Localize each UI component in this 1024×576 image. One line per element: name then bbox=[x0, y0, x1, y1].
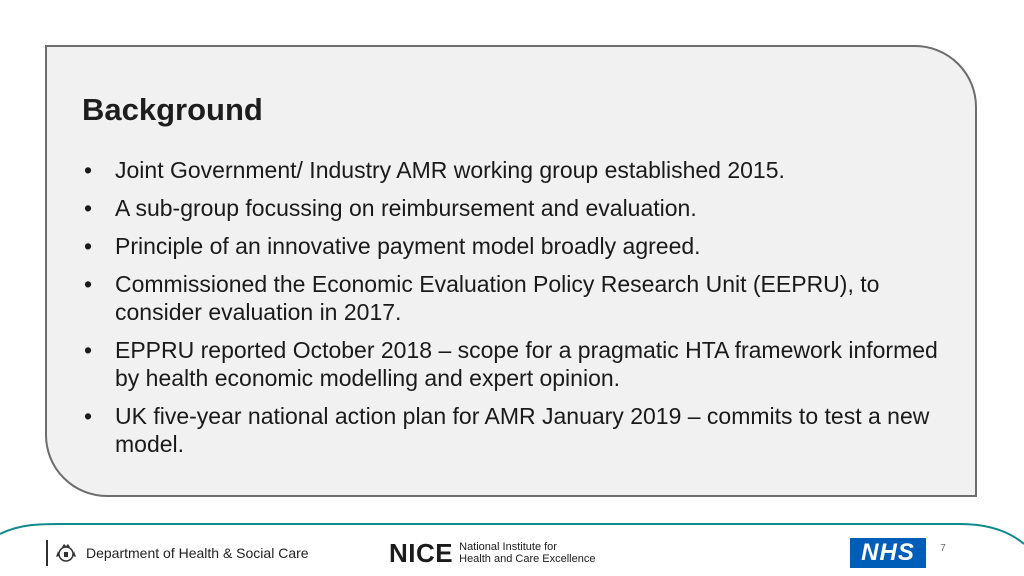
nhs-logo: NHS bbox=[850, 538, 926, 568]
bullet-text: UK five-year national action plan for AMR January 2019 – commits to test a new model. bbox=[115, 403, 930, 457]
bullet-item bbox=[84, 156, 964, 184]
nice-logo bbox=[389, 537, 596, 568]
bullet-text: Principle of an innovative payment model broadly agreed. bbox=[115, 233, 701, 259]
slide-title: Background bbox=[82, 92, 263, 127]
bullet-list bbox=[84, 156, 964, 468]
bullet-icon: • bbox=[84, 233, 93, 259]
nice-fullname-line1: National Institute for bbox=[459, 541, 557, 553]
bullet-item bbox=[84, 402, 964, 458]
bullet-item bbox=[84, 194, 964, 222]
bullet-text: EPPRU reported October 2018 – scope for a pragmatic HTA framework informed by health economic modelling and expert opinion. bbox=[115, 337, 938, 391]
dhsc-logo bbox=[46, 540, 309, 566]
dhsc-name: Department of Health & Social Care bbox=[86, 545, 309, 561]
bullet-icon: • bbox=[84, 195, 93, 221]
bullet-icon: • bbox=[84, 403, 93, 429]
bullet-item bbox=[84, 270, 964, 326]
bullet-item bbox=[84, 336, 964, 392]
royal-crest-icon bbox=[54, 541, 78, 565]
bullet-icon: • bbox=[84, 337, 93, 363]
bullet-text: Commissioned the Economic Evaluation Policy Research Unit (EEPRU), to consider evaluation in 2017. bbox=[115, 271, 880, 325]
bullet-text: Joint Government/ Industry AMR working group established 2015. bbox=[115, 157, 785, 183]
nice-fullname bbox=[459, 541, 595, 565]
nice-wordmark: NICE bbox=[389, 537, 454, 568]
bullet-icon: • bbox=[84, 271, 93, 297]
bullet-item bbox=[84, 232, 964, 260]
page-number: 7 bbox=[940, 543, 946, 554]
bullet-icon: • bbox=[84, 157, 93, 183]
logo-divider bbox=[46, 540, 48, 566]
bullet-text: A sub-group focussing on reimbursement and evaluation. bbox=[115, 195, 697, 221]
nice-fullname-line2: Health and Care Excellence bbox=[459, 553, 596, 565]
